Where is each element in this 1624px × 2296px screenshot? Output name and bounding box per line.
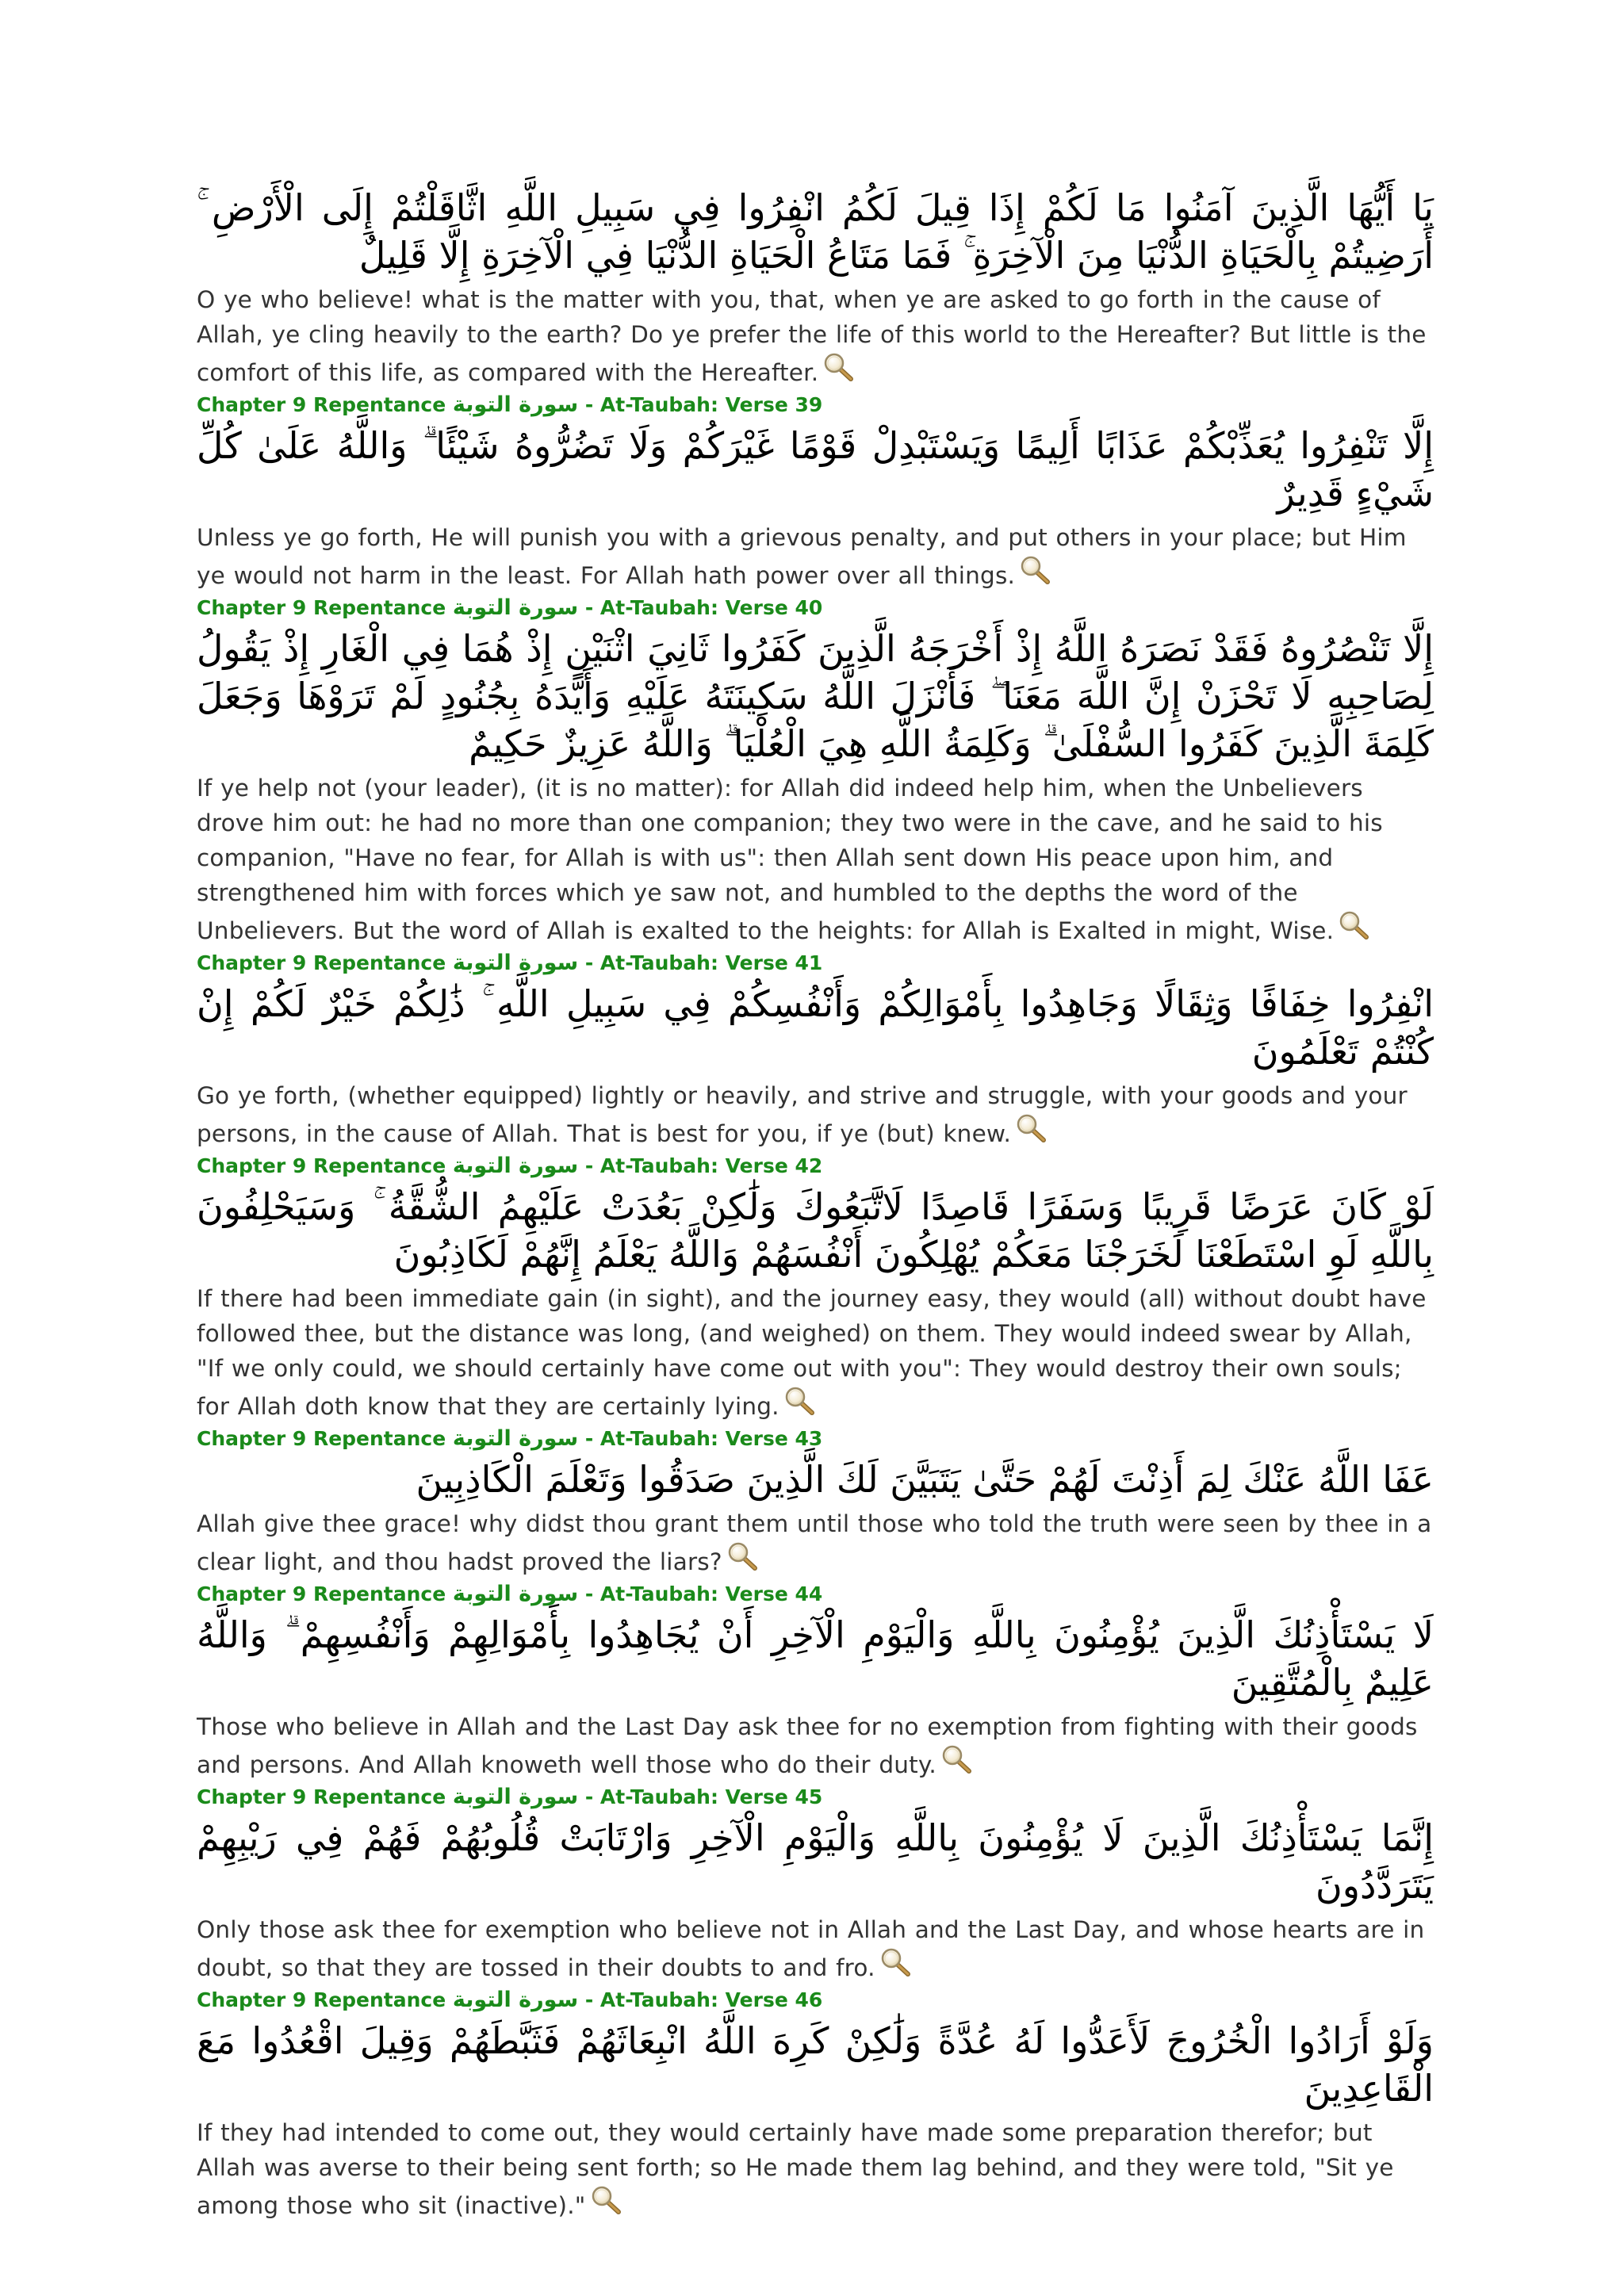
magnifier-icon[interactable] (879, 1947, 914, 1977)
english-translation (197, 1281, 1434, 1424)
english-text: Allah give thee grace! why didst thou grant them until those who told the truth were seen by thee in a clear light, and thou hadst proved the liars? (197, 1510, 1432, 1575)
english-text: If they had intended to come out, they would certainly have made some preparation therefor; but Allah was averse to their being sent forth; so He made them lag behind, and they were told, "Sit ye among those who sit (inactive)." (197, 2119, 1394, 2219)
header-prefix: Chapter 9 Repentance (197, 596, 453, 619)
verse-block (197, 1784, 1434, 1985)
magnifier-icon[interactable] (940, 1744, 975, 1774)
english-translation (197, 1709, 1434, 1782)
magnifier-icon[interactable] (1014, 1113, 1049, 1143)
header-arabic: سورة التوبة (452, 1988, 579, 2012)
english-translation (197, 282, 1434, 390)
header-prefix: Chapter 9 Repentance (197, 393, 453, 416)
arabic-text: إِلَّا تَنْفِرُوا يُعَذِّبْكُمْ عَذَابًا أَلِيمًا وَيَسْتَبْدِلْ قَوْمًا غَيْرَكُمْ وَلَا تَضُرُّوهُ شَيْئًا ۗ وَاللَّهُ عَلَىٰ كُلِّ شَيْءٍ قَدِيرٌ (197, 424, 1434, 515)
header-suffix: - At-Taubah: Verse 39 (578, 393, 823, 416)
verse-header[interactable] (197, 950, 1434, 977)
header-suffix: - At-Taubah: Verse 40 (578, 596, 823, 619)
arabic-text: لَا يَسْتَأْذِنُكَ الَّذِينَ يُؤْمِنُونَ بِاللَّهِ وَالْيَوْمِ الْآخِرِ أَنْ يُجَاهِدُوا بِأَمْوَالِهِمْ وَأَنْفُسِهِمْ ۗ وَاللَّهُ عَلِيمٌ بِالْمُتَّقِينَ (197, 1613, 1434, 1704)
arabic-text: لَوْ كَانَ عَرَضًا قَرِيبًا وَسَفَرًا قَاصِدًا لَاتَّبَعُوكَ وَلَٰكِنْ بَعُدَتْ عَلَيْهِمُ الشُّقَّةُ ۚ وَسَيَحْلِفُونَ بِاللَّهِ لَوِ اسْتَطَعْنَا لَخَرَجْنَا مَعَكُمْ يُهْلِكُونَ أَنْفُسَهُمْ وَاللَّهُ يَعْلَمُ إِنَّهُمْ لَكَاذِبُونَ (197, 1185, 1434, 1276)
english-translation (197, 1078, 1434, 1151)
verse-header[interactable] (197, 595, 1434, 622)
english-text: Go ye forth, (whether equipped) lightly or heavily, and strive and struggle, with your goods and your persons, in the cause of Allah. That is best for you, if ye (but) knew. (197, 1082, 1408, 1147)
header-suffix: - At-Taubah: Verse 46 (578, 1988, 823, 2011)
magnifier-icon[interactable] (822, 352, 856, 382)
header-arabic: سورة التوبة (452, 951, 579, 975)
verse-header[interactable] (197, 1153, 1434, 1180)
verse-header[interactable] (197, 1581, 1434, 1608)
header-prefix: Chapter 9 Repentance (197, 1427, 453, 1450)
header-prefix: Chapter 9 Repentance (197, 1785, 453, 1808)
verse-header[interactable] (197, 392, 1434, 419)
verse-block (197, 595, 1434, 948)
header-arabic: سورة التوبة (452, 1426, 579, 1451)
header-suffix: - At-Taubah: Verse 43 (578, 1427, 823, 1450)
header-prefix: Chapter 9 Repentance (197, 951, 453, 974)
magnifier-icon[interactable] (589, 2185, 624, 2215)
header-prefix: Chapter 9 Repentance (197, 1154, 453, 1177)
header-suffix: - At-Taubah: Verse 41 (578, 951, 823, 974)
english-text: If ye help not (your leader), (it is no matter): for Allah did indeed help him, when the Unbelievers drove him out: he had no more than one companion; they two were in the cave, and he said to his companion, "Have no fear, for Allah is with us": then Allah sent down His peace upon him, and strengthened him with forces which ye saw not, and humbled to the depths the word of the Unbelievers. But the word of Allah is exalted to the heights: for Allah is Exalted in might, Wise. (197, 775, 1383, 944)
arabic-text: يَا أَيُّهَا الَّذِينَ آمَنُوا مَا لَكُمْ إِذَا قِيلَ لَكُمُ انْفِرُوا فِي سَبِيلِ اللَّهِ اثَّاقَلْتُمْ إِلَى الْأَرْضِ ۚ أَرَضِيتُمْ بِالْحَيَاةِ الدُّنْيَا مِنَ الْآخِرَةِ ۚ فَمَا مَتَاعُ الْحَيَاةِ الدُّنْيَا فِي الْآخِرَةِ إِلَّا قَلِيلٌ (197, 186, 1434, 277)
verse-block (197, 1425, 1434, 1579)
english-text: If there had been immediate gain (in sight), and the journey easy, they would (all) without doubt have followed thee, but the distance was long, (and weighed) on them. They would indeed swear by Allah, "If we only could, we should certainly have come out with you": They would destroy their own souls; for Allah doth know that they are certainly lying. (197, 1285, 1427, 1420)
verse-block (197, 392, 1434, 593)
header-suffix: - At-Taubah: Verse 45 (578, 1785, 823, 1808)
verse-header[interactable] (197, 1425, 1434, 1452)
header-arabic: سورة التوبة (452, 1582, 579, 1606)
header-prefix: Chapter 9 Repentance (197, 1582, 453, 1605)
arabic-text: إِنَّمَا يَسْتَأْذِنُكَ الَّذِينَ لَا يُؤْمِنُونَ بِاللَّهِ وَالْيَوْمِ الْآخِرِ وَارْتَابَتْ قُلُوبُهُمْ فَهُمْ فِي رَيْبِهِمْ يَتَرَدَّدُونَ (197, 1816, 1434, 1907)
verse-block (197, 1581, 1434, 1782)
verse-block (197, 950, 1434, 1151)
verse-header[interactable] (197, 1784, 1434, 1811)
verse-block (197, 1153, 1434, 1424)
header-arabic: سورة التوبة (452, 595, 579, 620)
header-suffix: - At-Taubah: Verse 44 (578, 1582, 823, 1605)
header-arabic: سورة التوبة (452, 392, 579, 417)
english-text: Only those ask thee for exemption who believe not in Allah and the Last Day, and whose hearts are in doubt, so that they are tossed in their doubts to and fro. (197, 1916, 1425, 1981)
arabic-text: إِلَّا تَنْصُرُوهُ فَقَدْ نَصَرَهُ اللَّهُ إِذْ أَخْرَجَهُ الَّذِينَ كَفَرُوا ثَانِيَ اثْنَيْنِ إِذْ هُمَا فِي الْغَارِ إِذْ يَقُولُ لِصَاحِبِهِ لَا تَحْزَنْ إِنَّ اللَّهَ مَعَنَا ۖ فَأَنْزَلَ اللَّهُ سَكِينَتَهُ عَلَيْهِ وَأَيَّدَهُ بِجُنُودٍ لَمْ تَرَوْهَا وَجَعَلَ كَلِمَةَ الَّذِينَ كَفَرُوا السُّفْلَىٰ ۗ وَكَلِمَةُ اللَّهِ هِيَ الْعُلْيَا ۗ وَاللَّهُ عَزِيزٌ حَكِيمٌ (197, 627, 1434, 765)
english-translation (197, 1506, 1434, 1579)
magnifier-icon[interactable] (726, 1541, 760, 1571)
arabic-text: عَفَا اللَّهُ عَنْكَ لِمَ أَذِنْتَ لَهُمْ حَتَّىٰ يَتَبَيَّنَ لَكَ الَّذِينَ صَدَقُوا وَتَعْلَمَ الْكَاذِبِينَ (416, 1458, 1434, 1501)
verse-block (197, 1987, 1434, 2223)
english-translation (197, 771, 1434, 948)
magnifier-icon[interactable] (1337, 910, 1372, 940)
magnifier-icon[interactable] (783, 1386, 818, 1416)
english-text: Unless ye go forth, He will punish you with a grievous penalty, and put others in your place; but Him ye would not harm in the least. For Allah hath power over all things. (197, 524, 1407, 589)
english-translation (197, 520, 1434, 593)
page-content (197, 184, 1434, 2223)
verse-block (197, 184, 1434, 390)
header-arabic: سورة التوبة (452, 1785, 579, 1809)
arabic-text: انْفِرُوا خِفَافًا وَثِقَالًا وَجَاهِدُوا بِأَمْوَالِكُمْ وَأَنْفُسِكُمْ فِي سَبِيلِ اللَّهِ ۚ ذَٰلِكُمْ خَيْرٌ لَكُمْ إِنْ كُنْتُمْ تَعْلَمُونَ (197, 982, 1434, 1073)
magnifier-icon[interactable] (1018, 555, 1053, 585)
header-prefix: Chapter 9 Repentance (197, 1988, 453, 2011)
header-suffix: - At-Taubah: Verse 42 (578, 1154, 823, 1177)
header-arabic: سورة التوبة (452, 1154, 579, 1178)
english-text: Those who believe in Allah and the Last Day ask thee for no exemption from fighting with their goods and persons. And Allah knoweth well those who do their duty. (197, 1713, 1418, 1778)
english-text: O ye who believe! what is the matter with you, that, when ye are asked to go forth in the cause of Allah, ye cling heavily to the earth? Do ye prefer the life of this world to the Hereafter? But little is the comfort of this life, as compared with the Hereafter. (197, 286, 1427, 386)
english-translation (197, 1912, 1434, 1985)
english-translation (197, 2115, 1434, 2223)
verse-header[interactable] (197, 1987, 1434, 2014)
arabic-text: وَلَوْ أَرَادُوا الْخُرُوجَ لَأَعَدُّوا لَهُ عُدَّةً وَلَٰكِنْ كَرِهَ اللَّهُ انْبِعَاثَهُمْ فَثَبَّطَهُمْ وَقِيلَ اقْعُدُوا مَعَ الْقَاعِدِينَ (197, 2019, 1434, 2110)
